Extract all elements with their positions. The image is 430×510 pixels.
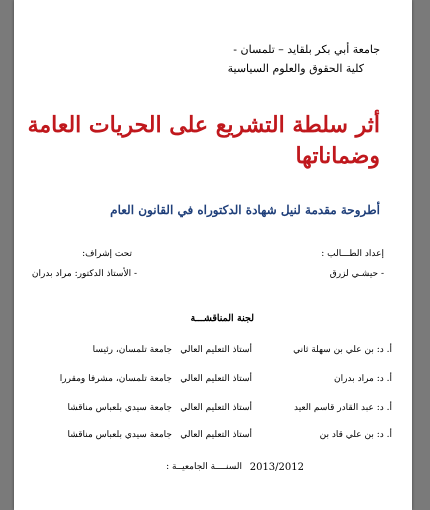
document-page (14, 0, 412, 510)
university-name: جامعة أبي بكر بلقايد – تلمسان - (233, 43, 380, 56)
committee-member-row (14, 403, 412, 417)
thesis-title-line-2: وضماناتها (295, 143, 380, 169)
member-rank: أستاذ التعليم العالي (180, 403, 252, 413)
member-rank: أستاذ التعليم العالي (180, 430, 252, 440)
member-rank: أستاذ التعليم العالي (180, 345, 252, 355)
academic-year-value: 2013/2012 (249, 462, 304, 473)
member-affiliation: جامعة سيدي بلعباس مناقشا (67, 430, 172, 440)
committee-title: لجنة المناقشـــة (190, 313, 254, 324)
preparation-label: إعداد الطـــالب : (321, 249, 384, 259)
thesis-subtitle: أطروحة مقدمة لنيل شهادة الدكتوراه في القانون العام (110, 203, 380, 217)
member-name: أ. د: بن علي قاد بن (319, 430, 392, 440)
member-affiliation: جامعة تلمسان، مشرفا ومقررا (59, 374, 172, 384)
member-affiliation: جامعة تلمسان، رئيسا (92, 345, 172, 355)
member-rank: أستاذ التعليم العالي (180, 374, 252, 384)
supervision-label: تحت إشراف: (82, 249, 132, 259)
student-name: - حيشـي لزرق (329, 269, 384, 279)
member-name: أ. د: عبد القادر قاسم العيد (293, 403, 392, 413)
faculty-name: كلية الحقوق والعلوم السياسية (227, 62, 364, 75)
member-name: أ. د: بن علي بن سهلة ثاني (293, 345, 392, 355)
academic-year-label: السنــــة الجامعيــة : (166, 462, 242, 472)
thesis-title-line-1: أثر سلطة التشريع على الحريات العامة (27, 112, 380, 138)
member-affiliation: جامعة سيدي بلعباس مناقشا (67, 403, 172, 413)
committee-member-row (14, 430, 412, 444)
committee-member-row (14, 374, 412, 388)
member-name: أ. د: مراد بدران (334, 374, 392, 384)
committee-member-row (14, 345, 412, 359)
supervisor-name: - الأستاذ الدكتور: مراد بدران (31, 269, 137, 279)
